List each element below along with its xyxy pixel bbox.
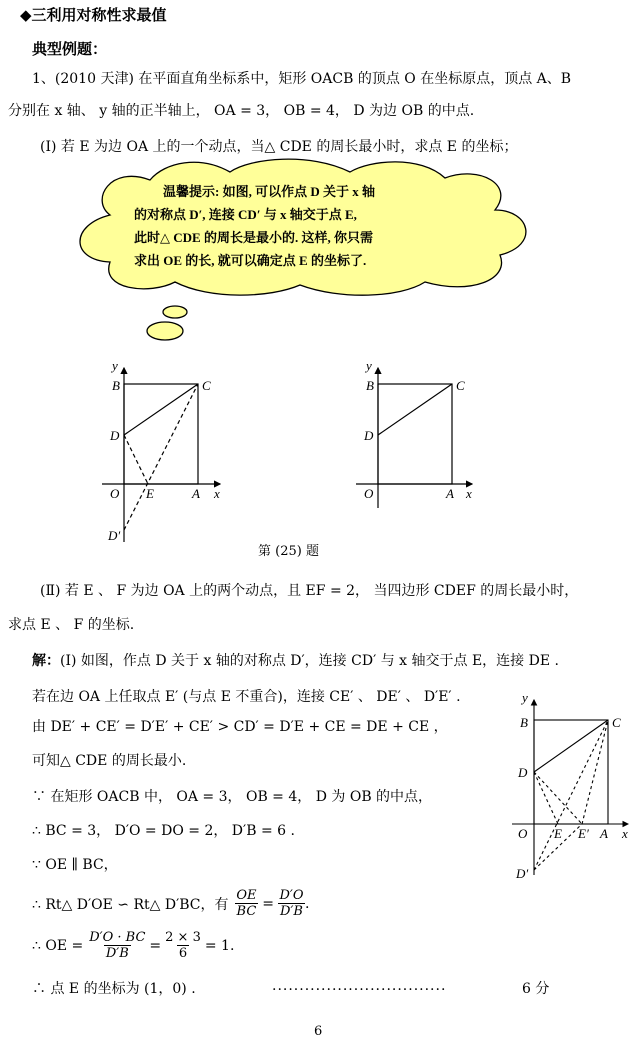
fig3-label-d: D (518, 765, 528, 780)
solution-line-1: (Ⅰ) 如图，作点 D 关于 x 轴的对称点 D′，连接 CD′ 与 x 轴交于点 E，连接 DE . (60, 653, 559, 669)
solution-line-3: 由 DE′ + CE′ = D′E′ + CE′ > CD′ = D′E + CE = DE + CE ， (32, 719, 448, 735)
oe-fraction-1 (89, 930, 145, 961)
section-title: ◆三利用对称性求最值 (20, 6, 167, 24)
page-number: 6 (314, 1024, 323, 1039)
score: 6 分 (522, 981, 550, 997)
fig1-label-dprime: D′ (108, 528, 121, 543)
fig3-label-b: B (520, 715, 528, 730)
problem-line-1: 1、(2010 天津) 在平面直角坐标系中，矩形 OACB 的顶点 O 在坐标原点，顶点 A、B (32, 71, 572, 87)
problem-line-2: 分别在 x 轴、 y 轴的正半轴上， OA = 3， OB = 4， D 为边 OB 的中点. (8, 103, 475, 119)
hint-line-3: 此时△ CDE 的周长是最小的. 这样, 你只需 (134, 230, 373, 245)
fig1-label-c: C (202, 378, 211, 393)
oe-fraction-2 (165, 930, 201, 961)
figure-1 (102, 368, 220, 542)
solution-line-7: ∵ OE ∥ BC， (32, 857, 118, 873)
fig1-label-o: O (110, 486, 120, 501)
solution-line-2: 若在边 OA 上任取点 E′ (与点 E 不重合)，连接 CE′ 、 DE′ 、 D′E′ . (32, 689, 461, 705)
hint-line-4: 求出 OE 的长, 就可以确定点 E 的坐标了. (134, 253, 367, 268)
oe-prefix: ∴ OE = (32, 937, 84, 954)
fig3-label-dprime: D′ (516, 866, 529, 881)
fig3-label-x: x (622, 826, 628, 841)
ratio-num-1: OE (236, 888, 257, 903)
part2-line-2: 求点 E 、 F 的坐标. (8, 617, 135, 633)
figure-caption: 第 (25) 题 (258, 544, 319, 559)
ratio-den-1: BC (236, 904, 257, 919)
fig1-label-y: y (112, 358, 118, 373)
fig2-label-a: A (446, 486, 454, 501)
fig1-label-b: B (112, 378, 120, 393)
fig3-label-eprime: E′ (578, 826, 589, 841)
solution-line-4: 可知△ CDE 的周长最小. (32, 753, 187, 769)
fig3-label-o: O (518, 826, 528, 841)
oe-den-2: 6 (178, 946, 188, 961)
example-heading: 典型例题： (32, 40, 108, 58)
oe-den-1: D′B (105, 946, 129, 961)
part2-line-1: (Ⅱ) 若 E 、 F 为边 OA 上的两个动点，且 EF = 2， 当四边形 CDEF 的周长最小时， (40, 583, 579, 599)
oe-num-2: 2 × 3 (165, 930, 201, 945)
fig3-label-e: E (554, 826, 562, 841)
fig1-label-x: x (214, 486, 220, 501)
solution-line-5: ∵ 在矩形 OACB 中， OA = 3， OB = 4， D 为 OB 的中点， (32, 789, 433, 805)
fig2-label-d: D (364, 428, 374, 443)
fig2-label-b: B (366, 378, 374, 393)
oe-computation: ∴ OE = $\frac{D'O \cdot BC}{D'B}$ = $\frac{2 \times 3}{6}$ = 1. (32, 930, 235, 961)
hint-line-2: 的对称点 D′, 连接 CD′ 与 x 轴交于点 E, (134, 207, 357, 222)
fig2-label-c: C (456, 378, 465, 393)
solution-final: ∴ 点 E 的坐标为 (1，0) . (32, 981, 196, 997)
ratio-fraction-2 (278, 888, 305, 919)
solution-line-8: ∴ Rt△ D′OE ∽ Rt△ D′BC，有 (32, 896, 229, 913)
oe-result: = 1. (204, 937, 235, 954)
solution-line-6: ∴ BC = 3， D′O = DO = 2， D′B = 6 . (32, 823, 295, 839)
fig1-label-e: E (146, 486, 154, 501)
fig1-label-d: D (110, 428, 120, 443)
ratio-den-2: D′B (280, 904, 303, 919)
fig2-label-o: O (364, 486, 374, 501)
fig1-label-a: A (192, 486, 200, 501)
solution-label: 解： (32, 653, 60, 669)
problem-part-1: (Ⅰ) 若 E 为边 OA 上的一个动点，当△ CDE 的周长最小时，求点 E 的坐标； (40, 139, 518, 155)
fig2-label-x: x (466, 486, 472, 501)
fig2-label-y: y (366, 358, 372, 373)
fig3-label-a: A (600, 826, 608, 841)
fig3-label-c: C (612, 715, 621, 730)
oe-num-1: D′O · BC (89, 930, 146, 945)
ratio-fraction-1 (235, 888, 259, 919)
similar-triangles-line: ∴ Rt△ D′OE ∽ Rt△ D′BC，有 $\frac{OE}{BC}$ = $\frac{D'O}{D'B}$ . (32, 888, 310, 919)
score-dots: ................................ (272, 978, 447, 994)
solution-first-line (32, 650, 559, 670)
hint-line-1: 温馨提示: 如图, 可以作点 D 关于 x 轴 (163, 184, 375, 199)
fig3-label-y: y (522, 690, 528, 705)
figure-3 (512, 700, 628, 875)
ratio-num-2: D′O (279, 888, 304, 903)
